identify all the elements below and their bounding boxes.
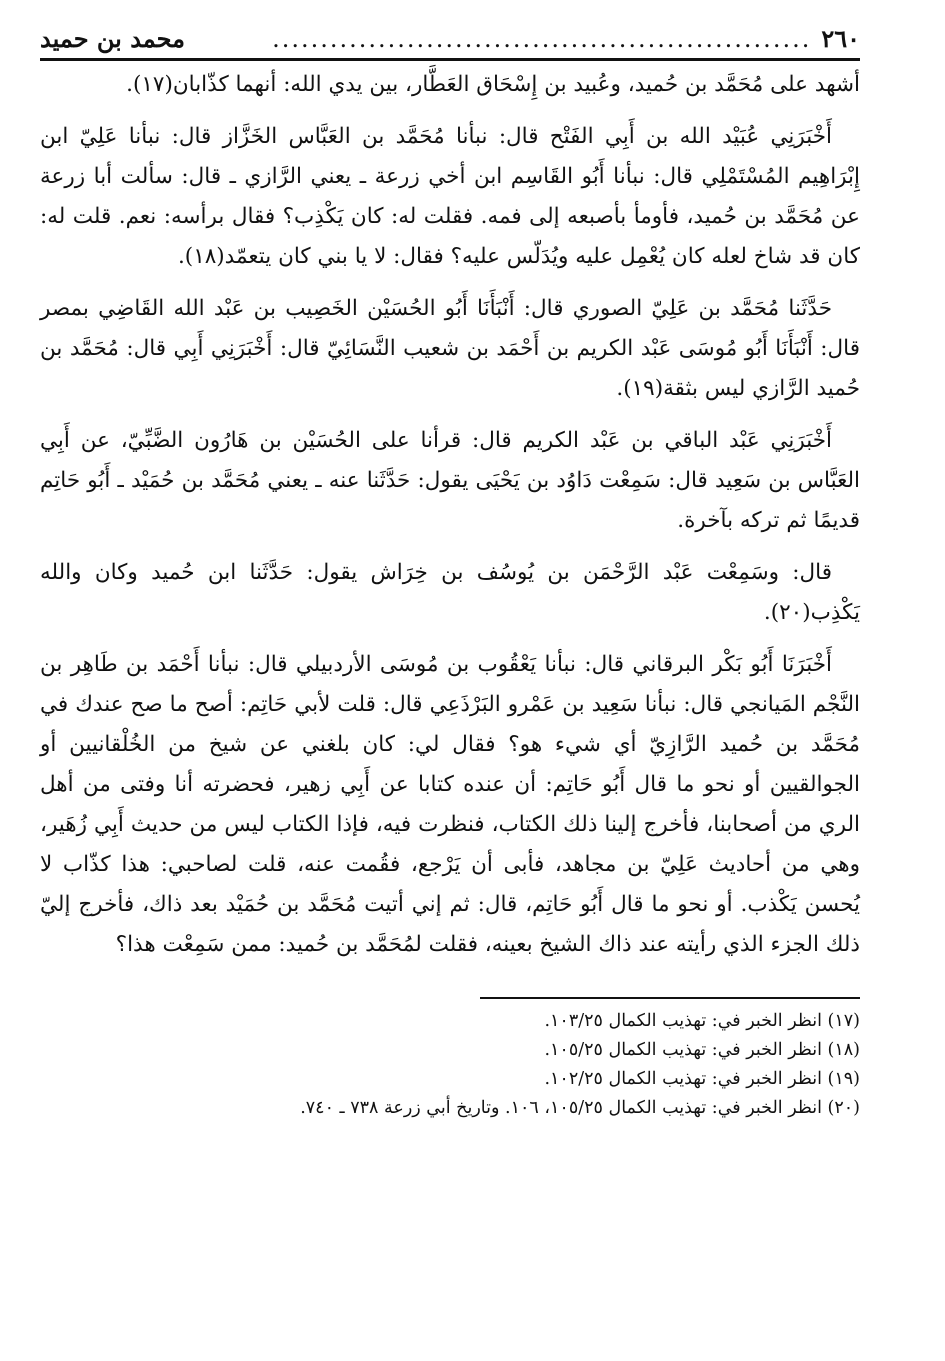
footnotes — [40, 1007, 860, 1123]
paragraph: أشهد على مُحَمَّد بن حُميد، وعُبيد بن إِسْحَاق العَطَّار، بين يدي الله: أنهما كذّابان(١٧). — [126, 72, 860, 97]
page-number: ٢٦٠ — [821, 24, 860, 53]
book-page — [40, 22, 860, 1123]
page-header — [40, 22, 860, 61]
header-leader-dots: ........................................................ — [272, 25, 812, 53]
footnote: (١٧) انظر الخبر في: تهذيب الكمال ١٠٣/٢٥. — [544, 1011, 860, 1031]
paragraph: قال: وسَمِعْت عَبْد الرَّحْمَن بن يُوسُف بن خِرَاش يقول: حَدَّثَنا ابن حُميد وكان والله يَكْذِب(٢٠). — [40, 560, 860, 625]
footnote: (٢٠) انظر الخبر في: تهذيب الكمال ١٠٥/٢٥، ١٠٦. وتاريخ أبي زرعة ٧٣٨ ـ ٧٤٠. — [300, 1098, 860, 1118]
paragraph: حَدَّثَنا مُحَمَّد بن عَلِيّ الصوري قال: أَنْبَأَنَا أَبُو الحُسَيْن الخَصِيب بن عَبْد الله القَاضِي بمصر قال: أَنْبَأَنَا أَبُو مُوسَى عَبْد الكريم بن أَحْمَد بن شعيب النَّسَائِيّ قال: أَخْبَرَنِي أَبِي قال: مُحَمَّد بن حُميد الرَّازي ليس بثقة(١٩). — [40, 296, 860, 401]
paragraph: أَخْبَرَنِي عَبْد الباقي بن عَبْد الكريم قال: قرأنا على الحُسَيْن بن هَارُون الضَّبِّيّ، عن أَبِي العَبَّاس بن سَعِيد قال: سَمِعْت دَاوُد بن يَحْيَى يقول: حَدَّثَنا عنه ـ يعني مُحَمَّد بن حُمَيْد ـ أَبُو حَاتِم قديمًا ثم تركه بآخرة. — [40, 428, 860, 533]
footnote: (١٨) انظر الخبر في: تهذيب الكمال ١٠٥/٢٥. — [544, 1040, 860, 1060]
footnote-divider — [480, 997, 860, 999]
main-text — [40, 65, 860, 965]
running-title: محمد بن حميد — [40, 24, 186, 53]
paragraph: أَخْبَرَنِي عُبَيْد الله بن أَبِي الفَتْح قال: نبأنا مُحَمَّد بن العَبَّاس الخَزَّاز قال: نبأنا عَلِيّ ابن إِبْرَاهِيم المُسْتَمْلِي قال: نبأنا أَبُو القَاسِم ابن أخي زرعة ـ يعني الرَّازي ـ قال: سألت أبا زرعة عن مُحَمَّد بن حُميد، فأومأ بأصبعه إلى فمه. فقلت له: كان يَكْذِب؟ فقال برأسه: نعم. قلت له: كان قد شاخ لعله كان يُعْمِل عليه ويُدَلّس عليه؟ فقال: لا يا بني كان يتعمّد(١٨). — [40, 124, 860, 269]
paragraph: أَخْبَرَنَا أَبُو بَكْر البرقاني قال: نبأنا يَعْقُوب بن مُوسَى الأردبيلي قال: نبأنا أَحْمَد بن طَاهِر بن النَّجْم المَيانجي قال: نبأنا سَعِيد بن عَمْرو البَرْذَعِي قال: قلت لأبي حَاتِم: أصح ما صح عندك في مُحَمَّد بن حُميد الرَّازِيّ أي شيء هو؟ فقال لي: كان بلغني عن شيخ من الخُلْقانيين أو الجوالقيين أو نحو ما قال أَبُو حَاتِم: أن عنده كتابا عن أَبِي زهير، فحضرته أنا وفتى من أهل الري من أصحابنا، فأخرج إلينا ذلك الكتاب، فنظرت فيه، فإذا الكتاب ليس من حديث أَبِي زُهَير، وهي من أحاديث عَلِيّ بن مجاهد، فأبى أن يَرْجع، فقُمت عنه، قلت لصاحبي: هذا كذّاب لا يُحسن يَكْذب. أو نحو ما قال أَبُو حَاتِم، قال: ثم إني أتيت مُحَمَّد بن حُمَيْد بعد ذاك، فأخرج إليّ ذلك الجزء الذي رأيته عند ذاك الشيخ بعينه، فقلت لمُحَمَّد بن حُميد: ممن سَمِعْت هذا؟ — [40, 652, 860, 957]
footnote: (١٩) انظر الخبر في: تهذيب الكمال ١٠٢/٢٥. — [544, 1069, 860, 1089]
